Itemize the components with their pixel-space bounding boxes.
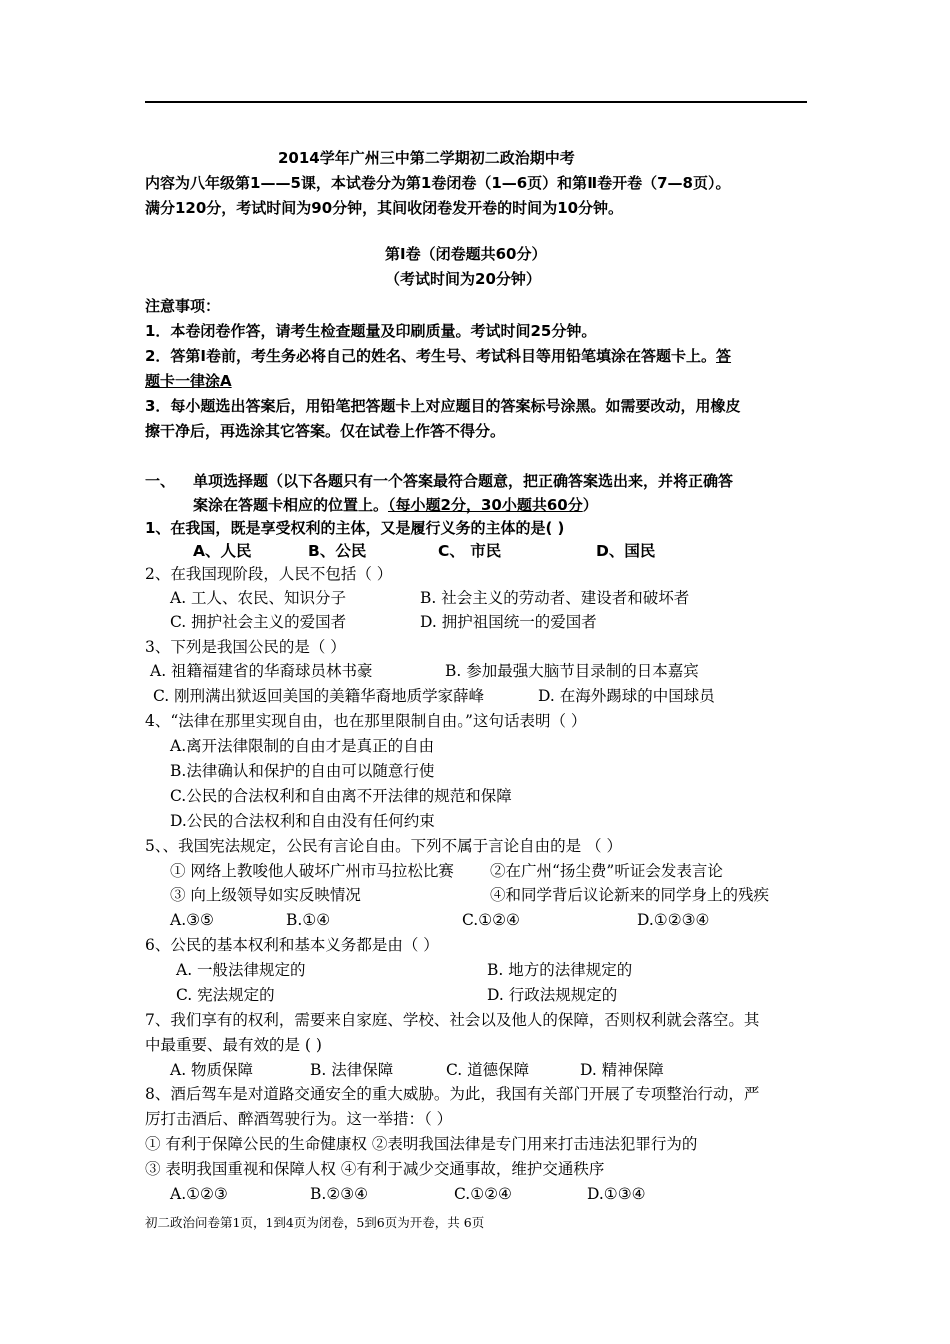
q3-stem: 3、下列是我国公民的是（ ） xyxy=(145,638,346,656)
notes-heading: 注意事项： xyxy=(145,297,221,315)
q2-option-a: A. 工人、农民、知识分子 xyxy=(170,589,347,607)
q6-option-d: D. 行政法规规定的 xyxy=(487,986,618,1004)
q5-stem: 5、、我国宪法规定，公民有言论自由。下列不属于言论自由的是 （ ） xyxy=(145,837,622,855)
note-2-line-2: 题卡一律涂A xyxy=(145,372,232,390)
q2-option-c: C. 拥护社会主义的爱国者 xyxy=(170,613,347,631)
q3-option-d: D. 在海外踢球的中国球员 xyxy=(538,687,715,705)
q1-option-a: A、人民 xyxy=(193,542,252,560)
q7-option-a: A. 物质保障 xyxy=(170,1061,254,1079)
q4-stem: 4、“法律在那里实现自由，也在那里限制自由。”这句话表明（ ） xyxy=(145,712,587,730)
q8-option-b: B.②③④ xyxy=(310,1185,369,1203)
q5-option-d: D.①②③④ xyxy=(637,911,710,929)
q6-option-b: B. 地方的法律规定的 xyxy=(487,961,633,979)
page-footer: 初二政治问卷第1页，1到4页为闭卷，5到6页为开卷，共 6页 xyxy=(145,1215,485,1230)
q1-stem: 1、在我国，既是享受权利的主体，又是履行义务的主体的是( ) xyxy=(145,519,565,537)
q7-option-c: C. 道德保障 xyxy=(446,1061,530,1079)
q4-option-b: B.法律确认和保护的自由可以随意行使 xyxy=(170,762,435,780)
q3-option-b: B. 参加最强大脑节目录制的日本嘉宾 xyxy=(445,662,699,680)
note-2-underline-start: 答 xyxy=(716,347,732,365)
q1-option-c: C、 市民 xyxy=(438,542,502,560)
header-rule xyxy=(145,101,807,103)
q1-option-d: D、国民 xyxy=(596,542,656,560)
q7-option-b: B. 法律保障 xyxy=(310,1061,394,1079)
q5-option-c: C.①②④ xyxy=(462,911,520,929)
section1-instructions-text: 案涂在答题卡相应的位置上。 xyxy=(193,496,389,514)
part1-subtitle: （考试时间为20分钟） xyxy=(385,270,541,288)
exam-title: 2014学年广州三中第二学期初二政治期中考 xyxy=(278,149,575,167)
part1-title: 第I卷（闭卷题共60分） xyxy=(385,245,547,263)
q6-option-a: A. 一般法律规定的 xyxy=(176,961,306,979)
note-1: 1．本卷闭卷作答，请考生检查题量及印刷质量。考试时间25分钟。 xyxy=(145,322,597,340)
q5-statement-4: ④和同学背后议论新来的同学身上的残疾 xyxy=(490,886,770,904)
q5-option-b: B.①④ xyxy=(286,911,331,929)
q8-option-a: A.①②③ xyxy=(170,1185,228,1203)
q5-option-a: A.③⑤ xyxy=(170,911,214,929)
q5-statement-1: ① 网络上教唆他人破坏广州市马拉松比赛 xyxy=(170,862,454,880)
section1-closing-paren: ） xyxy=(582,496,598,514)
intro-line-1: 内容为八年级第1——5课，本试卷分为第1卷闭卷（1—6页）和第Ⅱ卷开卷（7—8页）。 xyxy=(145,174,731,192)
q2-option-b: B. 社会主义的劳动者、建设者和破坏者 xyxy=(420,589,690,607)
note-2-text: 2．答第I卷前，考生务必将自己的姓名、考生号、考试科目等用铅笔填涂在答题卡上。 xyxy=(145,347,717,365)
note-2-line-1 xyxy=(145,345,731,367)
q2-option-d: D. 拥护祖国统一的爱国者 xyxy=(420,613,597,631)
q3-option-c: C. 刚刑满出狱返回美国的美籍华裔地质学家薛峰 xyxy=(153,687,485,705)
q7-stem-line-2: 中最重要、最有效的是 ( ) xyxy=(145,1036,322,1054)
q4-option-c: C.公民的合法权利和自由离不开法律的规范和保障 xyxy=(170,787,512,805)
q7-stem-line-1: 7、我们享有的权利，需要来自家庭、学校、社会以及他人的保障，否则权利就会落空。其 xyxy=(145,1011,760,1029)
q6-stem: 6、公民的基本权利和基本义务都是由（ ） xyxy=(145,936,439,954)
q8-stem-line-2: 厉打击酒后、醉酒驾驶行为。这一举措：（ ） xyxy=(145,1110,453,1128)
note-3-line-1: 3．每小题选出答案后，用铅笔把答题卡上对应题目的答案标号涂黑。如需要改动，用橡皮 xyxy=(145,397,741,415)
q8-stem-line-1: 8、酒后驾车是对道路交通安全的重大威胁。为此，我国有关部门开展了专项整治行动，严 xyxy=(145,1085,760,1103)
q8-option-c: C.①②④ xyxy=(454,1185,512,1203)
section1-instructions-2 xyxy=(193,494,598,516)
q4-option-a: A.离开法律限制的自由才是真正的自由 xyxy=(170,737,435,755)
q8-statements-1-2: ① 有利于保障公民的生命健康权 ②表明我国法律是专门用来打击违法犯罪行为的 xyxy=(145,1135,698,1153)
section1-scoring: （每小题2分，30小题共60分 xyxy=(388,496,583,514)
q4-option-d: D.公民的合法权利和自由没有任何约束 xyxy=(170,812,435,830)
q8-statements-3-4: ③ 表明我国重视和保障人权 ④有利于减少交通事故，维护交通秩序 xyxy=(145,1160,605,1178)
q7-option-d: D. 精神保障 xyxy=(580,1061,664,1079)
section1-instructions-1: 单项选择题（以下各题只有一个答案最符合题意，把正确答案选出来，并将正确答 xyxy=(193,472,734,490)
q3-option-a: A. 祖籍福建省的华裔球员林书豪 xyxy=(150,662,373,680)
q2-stem: 2、在我国现阶段，人民不包括（ ） xyxy=(145,565,393,583)
q6-option-c: C. 宪法规定的 xyxy=(176,986,275,1004)
q5-statement-2: ②在广州“扬尘费”听证会发表言论 xyxy=(490,862,723,880)
intro-line-2: 满分120分，考试时间为90分钟，其间收闭卷发开卷的时间为10分钟。 xyxy=(145,199,624,217)
q5-statement-3: ③ 向上级领导如实反映情况 xyxy=(170,886,361,904)
section1-number: 一、 xyxy=(145,472,176,490)
note-3-line-2: 擦干净后，再选涂其它答案。仅在试卷上作答不得分。 xyxy=(145,422,506,440)
q1-option-b: B、公民 xyxy=(308,542,367,560)
q8-option-d: D.①③④ xyxy=(587,1185,646,1203)
